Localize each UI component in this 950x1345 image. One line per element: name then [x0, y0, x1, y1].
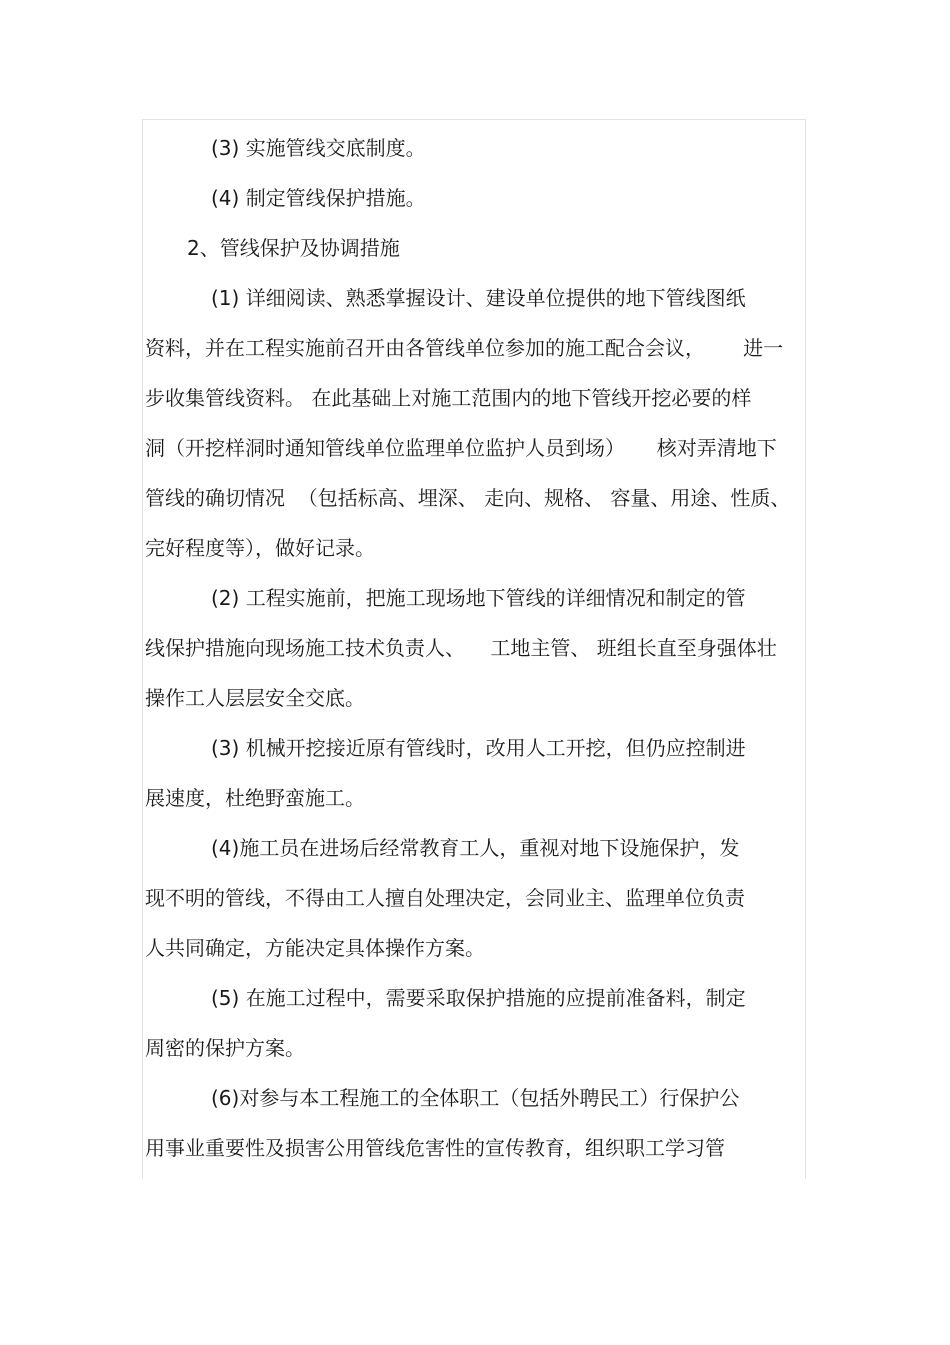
text-line: 线保护措施向现场施工技术负责人、 工地主管、 班组长直至身强体壮 — [145, 636, 777, 660]
document-page — [142, 119, 806, 1179]
text-line: 管线的确切情况 （包括标高、埋深、 走向、规格、 容量、用途、性质、 — [145, 486, 791, 510]
text-line: (3) 机械开挖接近原有管线时，改用人工开挖，但仍应控制进 — [211, 736, 746, 760]
text-line: 展速度，杜绝野蛮施工。 — [145, 786, 365, 810]
text-line: 周密的保护方案。 — [145, 1036, 305, 1060]
text-line: 人共同确定，方能决定具体操作方案。 — [145, 936, 485, 960]
text-line: (3) 实施管线交底制度。 — [211, 136, 426, 160]
text-line: (6)对参与本工程施工的全体职工（包括外聘民工）行保护公 — [211, 1086, 740, 1110]
section-heading: 2、管线保护及协调措施 — [187, 236, 400, 260]
text-line: (1) 详细阅读、熟悉掌握设计、建设单位提供的地下管线图纸 — [211, 286, 746, 310]
text-line: 步收集管线资料。 在此基础上对施工范围内的地下管线开挖必要的样 — [145, 386, 752, 410]
text-line: 用事业重要性及损害公用管线危害性的宣传教育，组织职工学习管 — [145, 1136, 725, 1160]
text-line: 现不明的管线，不得由工人擅自处理决定，会同业主、监理单位负责 — [145, 886, 745, 910]
text-line: (2) 工程实施前，把施工现场地下管线的详细情况和制定的管 — [211, 586, 746, 610]
text-line: 操作工人层层安全交底。 — [145, 686, 365, 710]
text-line: (4)施工员在进场后经常教育工人，重视对地下设施保护，发 — [211, 836, 740, 860]
text-line: 资料，并在工程实施前召开由各管线单位参加的施工配合会议， 进一 — [145, 336, 784, 360]
text-line: (4) 制定管线保护措施。 — [211, 186, 426, 210]
text-line: (5) 在施工过程中，需要采取保护措施的应提前准备料，制定 — [211, 986, 746, 1010]
text-line: 完好程度等），做好记录。 — [145, 536, 375, 560]
text-line: 洞（开挖样洞时通知管线单位监理单位监护人员到场） 核对弄清地下 — [145, 436, 777, 460]
